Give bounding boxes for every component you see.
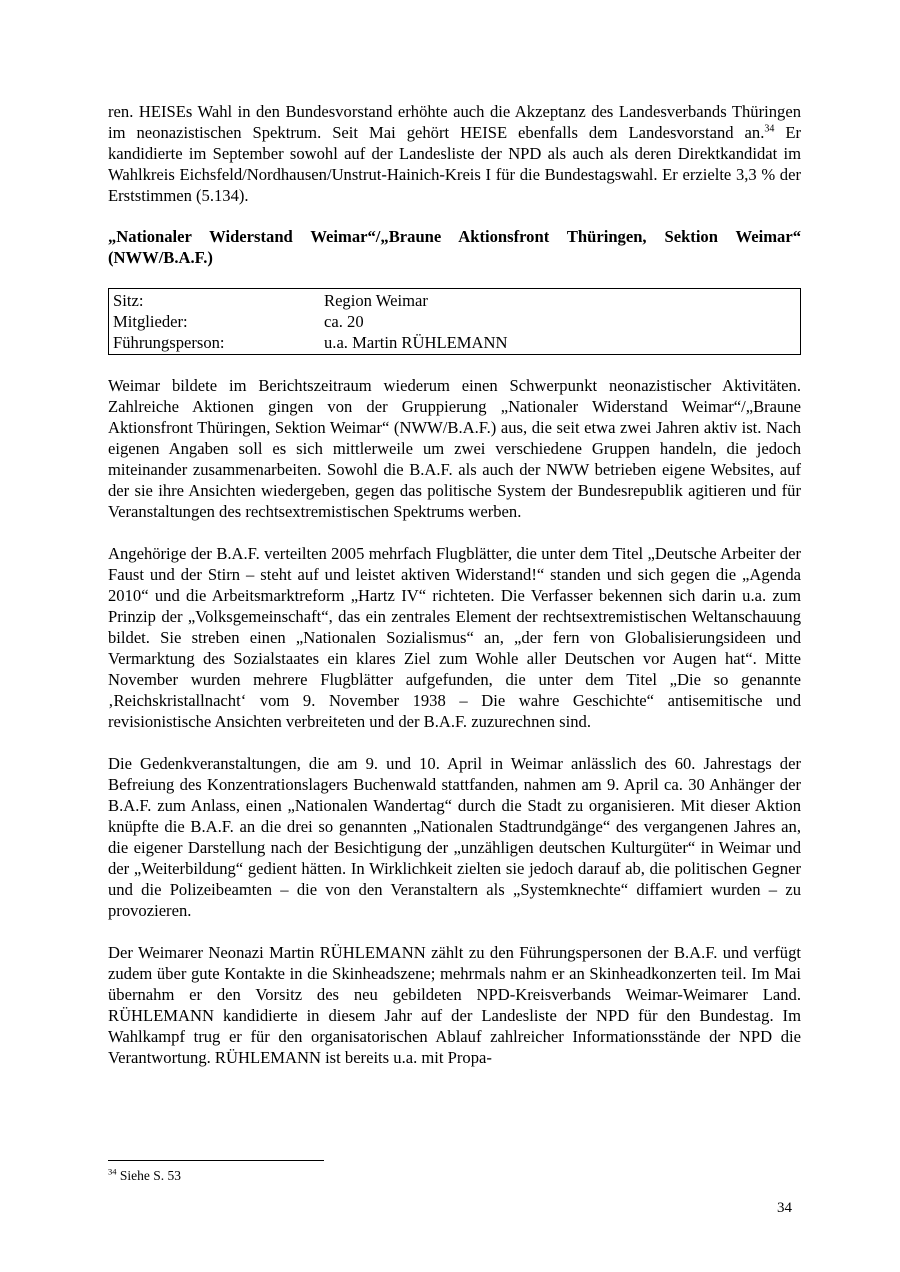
footnote-divider [108, 1160, 324, 1161]
footnote-reference[interactable]: 34 [764, 123, 775, 135]
footnote-number: 34 [108, 1166, 117, 1177]
footnote-text: Siehe S. 53 [116, 1168, 182, 1183]
page-number: 34 [777, 1200, 792, 1216]
info-value: u.a. Martin RÜHLEMANN [324, 333, 508, 352]
intro-paragraph: ren. HEISEs Wahl in den Bundesvorstand erhöhte auch die Akzeptanz des Landesverbands Thüringen im neonazistischen Spektrum. Seit Mai gehört HEISE ebenfalls dem Landesvorstand an.$^{34}$ Er kandidierte im September sowohl auf der Landesliste der NPD als auch als deren Direktkandidat im Wahlkreis Eichsfeld/Nordhausen/Unstrut-Hainich-Kreis I für die Bundestagswahl. Er erzielte 3,3 % der Erststimmen (5.134). [108, 102, 801, 205]
info-label: Mitglieder: [113, 312, 188, 331]
info-label: Sitz: [113, 291, 144, 310]
footnote [108, 1167, 181, 1184]
body-paragraph: Die Gedenkveranstaltungen, die am 9. und 10. April in Weimar anlässlich des 60. Jahrestags der Befreiung des Konzentrationslagers Buchenwald stattfanden, nahmen am 9. April ca. 30 Anhänger der B.A.F. zum Anlass, einen „Nationalen Wandertag“ durch die Stadt zu organisieren. Mit dieser Aktion knüpfte die B.A.F. an die drei so genannten „Nationalen Stadtrundgänge“ des vergangenen Jahres an, die eigener Darstellung nach der Besichtigung der „unzähligen deutschen Kulturgüter“ in Weimar und der „Weiterbildung“ gedient hätten. In Wirklichkeit zielten sie jedoch darauf ab, die politischen Gegner und die Polizeibeamten – die von den Veranstaltern als „Systemknechte“ diffamiert wurden – zu provozieren. [108, 754, 801, 920]
info-row-mitglieder [109, 311, 800, 332]
page-body [108, 101, 801, 1068]
info-box [108, 288, 801, 355]
section-heading: „Nationaler Widerstand Weimar“/„Braune Aktionsfront Thüringen, Sektion Weimar“ (NWW/B.A.F.) [108, 227, 801, 267]
info-row-fuehrungsperson [109, 332, 800, 353]
body-paragraph: Der Weimarer Neonazi Martin RÜHLEMANN zählt zu den Führungspersonen der B.A.F. und verfügt zudem über gute Kontakte in die Skinheadszene; mehrmals nahm er an Skinheadkonzerten teil. Im Mai übernahm er den Vorsitz des neu gebildeten NPD-Kreisverbands Weimar-Weimarer Land. RÜHLEMANN kandidierte in diesem Jahr auf der Landesliste der NPD für den Bundestag. Im Wahlkampf trug er für den organisatorischen Ablauf zahlreicher Informationsstände der NPD die Verantwortung. RÜHLEMANN ist bereits u.a. mit Propa- [108, 943, 801, 1067]
info-value: Region Weimar [324, 291, 428, 310]
info-value: ca. 20 [324, 312, 364, 331]
body-paragraph: Angehörige der B.A.F. verteilten 2005 mehrfach Flugblätter, die unter dem Titel „Deutsche Arbeiter der Faust und der Stirn – steht auf und leistet aktiven Widerstand!“ standen und sich gegen die „Agenda 2010“ und die Arbeitsmarktreform „Hartz IV“ richteten. Die Verfasser bekennen sich darin u.a. zum Prinzip der „Volksgemeinschaft“, das ein zentrales Element der rechtsextremistischen Weltanschauung bildet. Sie streben einen „Nationalen Sozialismus“ an, „der fern von Globalisierungsideen und Vermarktung des Sozialstaates ein klares Ziel zum Wohle aller Deutschen vor Augen hat“. Mitte November wurden mehrere Flugblätter aufgefunden, die unter dem Titel „Die so genannte ‚Reichskristallnacht‘ vom 9. November 1938 – Die wahre Geschichte“ antisemitische und revisionistische Ansichten verbreiteten und der B.A.F. zuzurechnen sind. [108, 544, 801, 731]
info-row-sitz [109, 290, 800, 311]
info-label: Führungsperson: [113, 333, 225, 352]
body-paragraph: Weimar bildete im Berichtszeitraum wiederum einen Schwerpunkt neonazistischer Aktivitäten. Zahlreiche Aktionen gingen von der Gruppierung „Nationaler Widerstand Weimar“/„Braune Aktionsfront Thüringen, Sektion Weimar“ (NWW/B.A.F.) aus, die seit etwa zwei Jahren aktiv ist. Nach eigenen Angaben soll es sich mittlerweile um zwei verschiedene Gruppen handeln, die jedoch miteinander zusammenarbeiten. Sowohl die B.A.F. als auch der NWW betrieben eigene Websites, auf der sie ihre Ansichten wiedergeben, gegen das politische System der Bundesrepublik agitieren und für Veranstaltungen des rechtsextremistischen Spektrums werben. [108, 376, 801, 521]
